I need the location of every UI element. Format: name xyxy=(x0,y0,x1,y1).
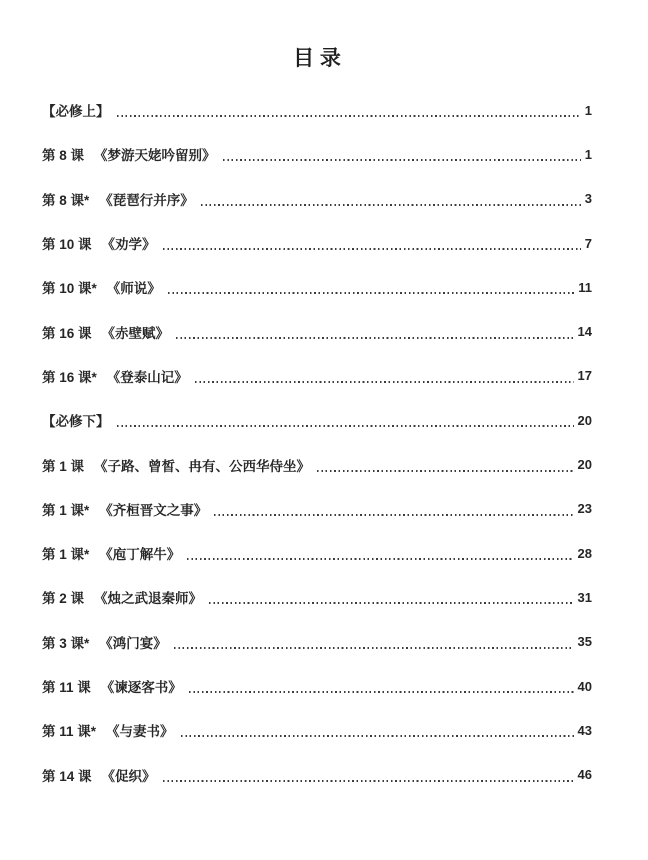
toc-entry-prefix: 第 1 课* xyxy=(42,547,90,563)
toc-entry-prefix: 第 2 课 xyxy=(42,591,85,607)
toc-entry[interactable] xyxy=(42,398,592,442)
toc-entry-page-number: 23 xyxy=(577,501,592,517)
toc-entry-page-number: 11 xyxy=(578,279,592,295)
toc-entry-page-number: 35 xyxy=(577,634,592,650)
toc-entry-page-number: 31 xyxy=(577,589,592,605)
dotted-leader xyxy=(214,514,573,516)
toc-entry-page-number: 3 xyxy=(584,191,592,207)
toc-entry[interactable] xyxy=(42,309,592,353)
dotted-leader xyxy=(163,780,574,782)
toc-entry-prefix: 第 11 课* xyxy=(42,724,97,740)
toc-entry[interactable] xyxy=(42,354,592,398)
toc-entry-title: 《赤壁赋》 xyxy=(101,325,170,341)
toc-entry-label xyxy=(42,543,180,563)
dotted-leader xyxy=(189,691,574,693)
toc-entry-page-number: 28 xyxy=(577,545,592,561)
toc-entry-title: 《子路、曾皙、冉有、公西华侍坐》 xyxy=(94,458,311,474)
dotted-leader xyxy=(117,425,574,427)
dotted-leader xyxy=(168,292,574,294)
toc-entry-title: 《师说》 xyxy=(106,281,161,297)
toc-entry-label xyxy=(42,322,169,342)
toc-entry-title: 《鸿门宴》 xyxy=(99,635,167,651)
dotted-leader xyxy=(209,602,574,604)
toc-entry-title: 《与妻书》 xyxy=(106,724,174,740)
toc-entry-page-number: 40 xyxy=(577,678,592,694)
toc-entry-prefix: 第 11 课 xyxy=(42,680,91,695)
toc-entry-title: 《烛之武退秦师》 xyxy=(94,591,203,607)
toc-entry-label xyxy=(42,720,174,740)
toc-entry-prefix: 第 1 课 xyxy=(42,458,85,474)
toc-entry-prefix: 第 8 课 xyxy=(42,148,85,164)
toc-entry[interactable] xyxy=(42,664,592,708)
toc-entry-title: 《梦游天姥吟留别》 xyxy=(94,148,216,164)
toc-entry-page-number: 1 xyxy=(584,146,592,162)
toc-entry-label xyxy=(42,765,156,785)
toc-entry[interactable] xyxy=(42,221,592,265)
toc-entry-label xyxy=(42,410,110,430)
toc-entry-label xyxy=(42,587,202,607)
toc-entry-page-number: 14 xyxy=(577,324,592,340)
toc-entry-label xyxy=(42,144,216,164)
dotted-leader xyxy=(117,115,581,117)
toc-entry-title: 《庖丁解牛》 xyxy=(99,547,181,563)
toc-entry[interactable] xyxy=(42,442,592,486)
toc-entry[interactable] xyxy=(42,88,592,132)
toc-entry-prefix: 第 16 课 xyxy=(42,325,92,341)
dotted-leader xyxy=(176,337,574,339)
toc-entry-page-number: 17 xyxy=(577,368,592,384)
toc-entry-label xyxy=(42,499,207,519)
dotted-leader xyxy=(317,470,574,472)
toc-entry-page-number: 43 xyxy=(577,722,592,738)
toc-entry[interactable] xyxy=(42,132,592,176)
toc-entry-page-number: 46 xyxy=(577,767,592,783)
toc-entry[interactable] xyxy=(42,620,592,664)
toc-entry-label xyxy=(42,233,156,253)
toc-list xyxy=(42,88,592,797)
toc-entry[interactable] xyxy=(42,708,592,752)
toc-entry[interactable] xyxy=(42,575,592,619)
dotted-leader xyxy=(187,558,573,560)
toc-entry-title: 《齐桓晋文之事》 xyxy=(99,502,208,518)
dotted-leader xyxy=(174,647,574,649)
toc-entry-page-number: 1 xyxy=(584,102,592,118)
toc-entry-prefix: 第 8 课* xyxy=(42,192,90,208)
toc-entry-prefix: 第 10 课* xyxy=(42,281,97,297)
toc-entry-label xyxy=(42,100,110,120)
toc-entry-page-number: 20 xyxy=(577,412,592,428)
toc-entry-label xyxy=(42,366,188,386)
toc-entry-page-number: 7 xyxy=(584,235,592,251)
toc-entry[interactable] xyxy=(42,265,592,309)
toc-entry[interactable] xyxy=(42,531,592,575)
toc-entry-prefix: 【必修下】 xyxy=(42,414,110,430)
toc-entry-title: 《促织》 xyxy=(101,768,156,784)
toc-entry-title: 《劝学》 xyxy=(101,237,156,253)
toc-entry-prefix: 第 10 课 xyxy=(42,237,92,253)
toc-entry-label xyxy=(42,676,182,696)
toc-entry-title: 《登泰山记》 xyxy=(106,369,188,385)
toc-entry-title: 《谏逐客书》 xyxy=(100,680,182,695)
toc-entry[interactable] xyxy=(42,487,592,531)
toc-entry-title: 《琵琶行并序》 xyxy=(99,192,194,208)
toc-entry-prefix: 第 16 课* xyxy=(42,369,97,385)
toc-page-title: 目 录 xyxy=(293,47,341,70)
toc-entry-prefix: 第 1 课* xyxy=(42,502,90,518)
toc-entry[interactable] xyxy=(42,752,592,796)
toc-entry-prefix: 【必修上】 xyxy=(42,104,110,120)
toc-entry[interactable] xyxy=(42,177,592,221)
dotted-leader xyxy=(163,248,581,250)
toc-entry-label xyxy=(42,455,310,475)
toc-entry-label xyxy=(42,632,167,652)
toc-entry-page-number: 20 xyxy=(577,457,592,473)
toc-entry-prefix: 第 14 课 xyxy=(42,768,92,784)
dotted-leader xyxy=(223,159,581,161)
dotted-leader xyxy=(201,204,581,206)
toc-entry-prefix: 第 3 课* xyxy=(42,635,90,651)
toc-entry-label xyxy=(42,189,194,209)
toc-entry-label xyxy=(42,277,161,297)
dotted-leader xyxy=(181,735,574,737)
dotted-leader xyxy=(195,381,574,383)
